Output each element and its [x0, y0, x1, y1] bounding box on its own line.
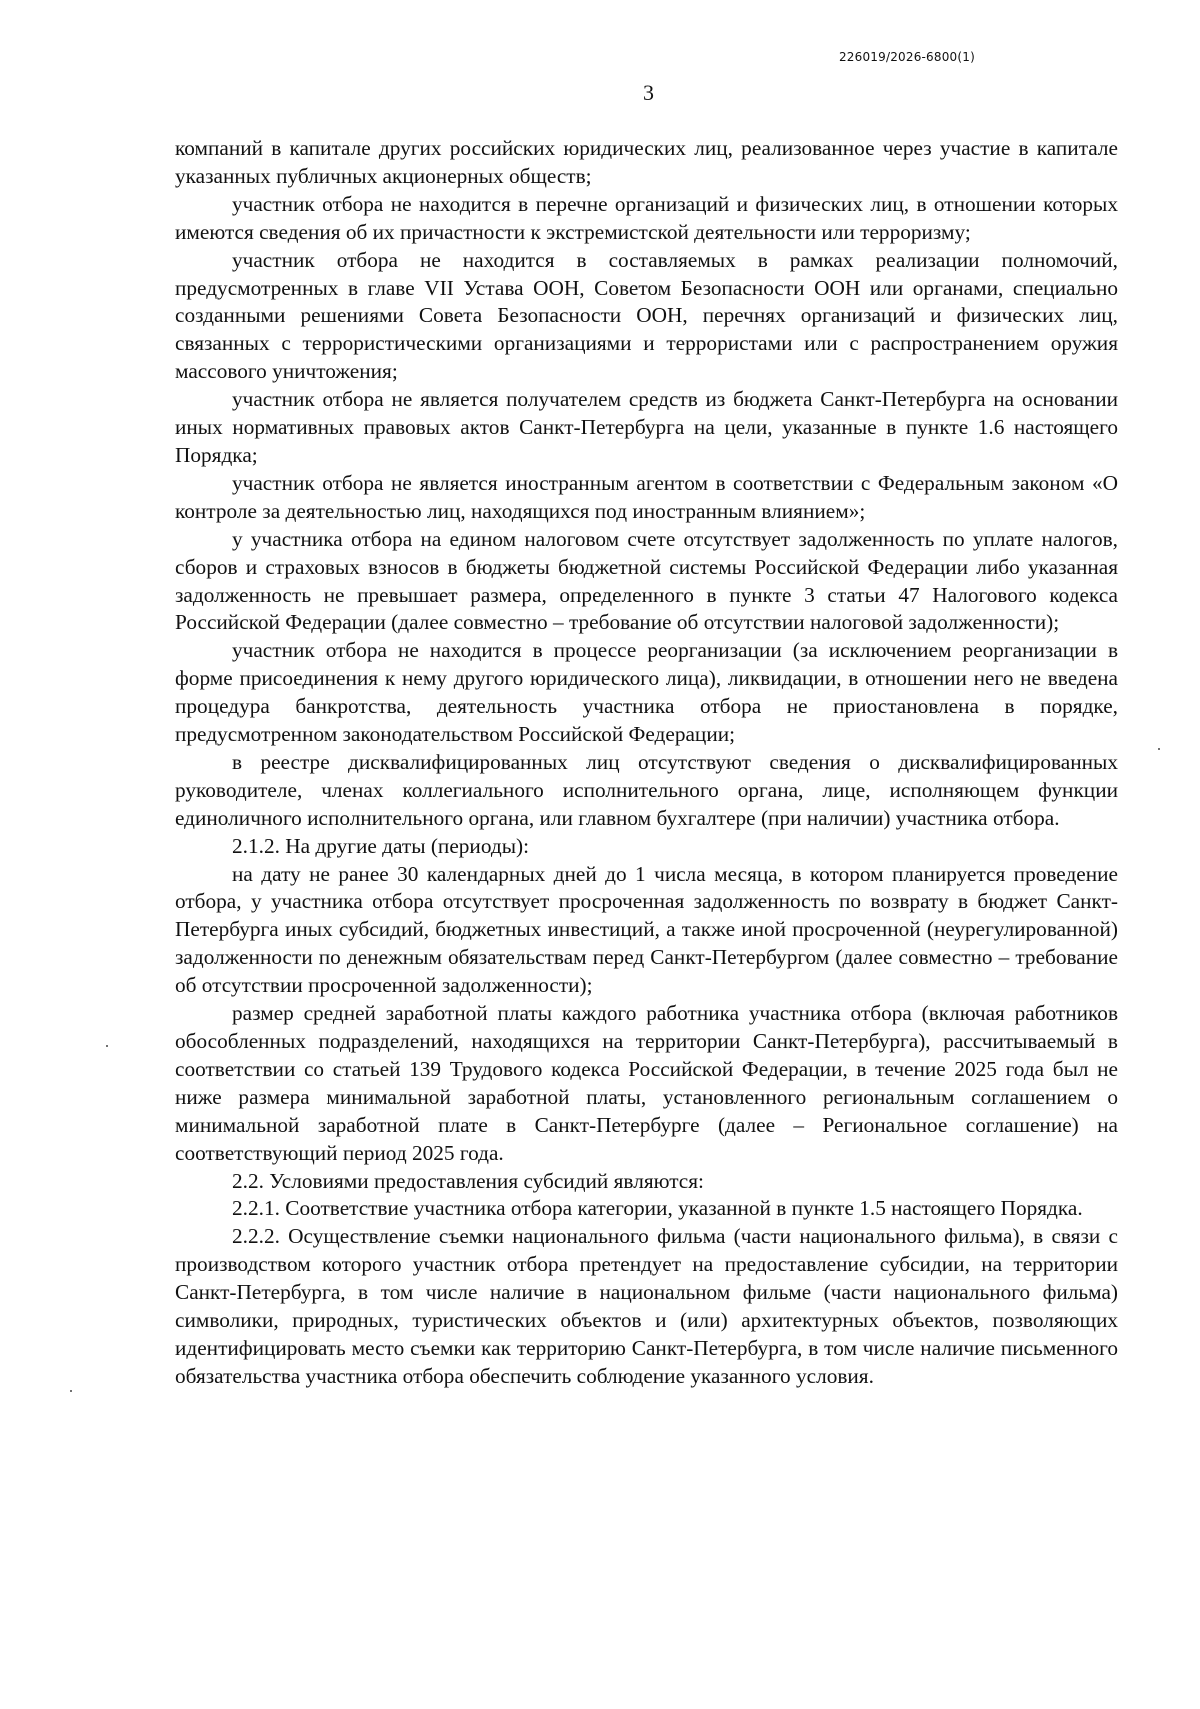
- scan-speck: [1158, 748, 1160, 750]
- paragraph: участник отбора не находится в составляемых в рамках реализации полномочий, предусмотренных в главе VII Устава ООН, Советом Безопасности ООН или органами, специально созданными решениями Совета Безопасности ООН, перечнях организаций и физических лиц, связанных с террористическими организациями и террористами или с распространением оружия массового уничтожения;: [175, 247, 1118, 384]
- paragraph: участник отбора не является получателем средств из бюджета Санкт-Петербурга на основании иных нормативных правовых актов Санкт-Петербурга на цели, указанные в пункте 1.6 настоящего Порядка;: [175, 387, 1118, 467]
- paragraph: участник отбора не находится в процессе реорганизации (за исключением реорганизации в форме присоединения к нему другого юридического лица), ликвидации, в отношении него не введена процедура банкротства, деятельность участника отбора не приостановлена в порядке, предусмотренном законодательством Российской Федерации;: [175, 638, 1118, 747]
- paragraph: 2.2.2. Осуществление съемки национального фильма (части национального фильма), в связи с производством которого участник отбора претендует на предоставление субсидии, на территории Санкт-Петербурга, в том числе наличие в национальном фильме (части национального фильма) символики, природных, туристических объектов и (или) архитектурных объектов, позволяющих идентифицировать место съемки как территорию Санкт-Петербурга, в том числе наличие письменного обязательства участника отбора обеспечить соблюдение указанного условия.: [175, 1224, 1118, 1388]
- paragraph: размер средней заработной платы каждого работника участника отбора (включая работников обособленных подразделений, находящихся на территории Санкт-Петербурга), рассчитываемый в соответствии со статьей 139 Трудового кодекса Российской Федерации, в течение 2025 года был не ниже размера минимальной заработной платы, установленного региональным соглашением о минимальной заработной плате в Санкт-Петербурге (далее – Региональное соглашение) на соответствующий период 2025 года.: [175, 1001, 1118, 1165]
- document-body: [175, 135, 1118, 1391]
- section-heading: 2.2. Условиями предоставления субсидий являются:: [232, 1168, 704, 1193]
- paragraph: 2.2.1. Соответствие участника отбора категории, указанной в пункте 1.5 настоящего Порядка.: [232, 1196, 1083, 1221]
- paragraph: в реестре дисквалифицированных лиц отсутствуют сведения о дисквалифицированных руководителе, членах коллегиального исполнительного органа, лице, исполняющем функции единоличного исполнительного органа, или главном бухгалтере (при наличии) участника отбора.: [175, 749, 1118, 830]
- page-number: 3: [643, 80, 654, 105]
- paragraph: на дату не ранее 30 календарных дней до 1 числа месяца, в котором планируется проведение отбора, у участника отбора отсутствует просроченная задолженность по возврату в бюджет Санкт-Петербурга иных субсидий, бюджетных инвестиций, а также иной просроченной (неурегулированной) задолженности по денежным обязательствам перед Санкт-Петербургом (далее совместно – требование об отсутствии просроченной задолженности);: [175, 861, 1118, 998]
- document-registration-number: 226019/2026-6800(1): [838, 50, 975, 64]
- paragraph: участник отбора не является иностранным агентом в соответствии с Федеральным законом «О контроле за деятельностью лиц, находящихся под иностранным влиянием»;: [175, 470, 1118, 523]
- scan-speck: [106, 1045, 108, 1047]
- paragraph: компаний в капитале других российских юридических лиц, реализованное через участие в капитале указанных публичных акционерных обществ;: [175, 136, 1118, 188]
- section-heading: 2.1.2. На другие даты (периоды):: [232, 833, 530, 858]
- scan-speck: [70, 1390, 72, 1392]
- paragraph: у участника отбора на едином налоговом счете отсутствует задолженность по уплате налогов, сборов и страховых взносов в бюджеты бюджетной системы Российской Федерации либо указанная задолженность не превышает размера, определенного в пункте 3 статьи 47 Налогового кодекса Российской Федерации (далее совместно – требование об отсутствии налоговой задолженности);: [175, 526, 1118, 635]
- paragraph: участник отбора не находится в перечне организаций и физических лиц, в отношении которых имеются сведения об их причастности к экстремистской деятельности или терроризму;: [175, 191, 1118, 244]
